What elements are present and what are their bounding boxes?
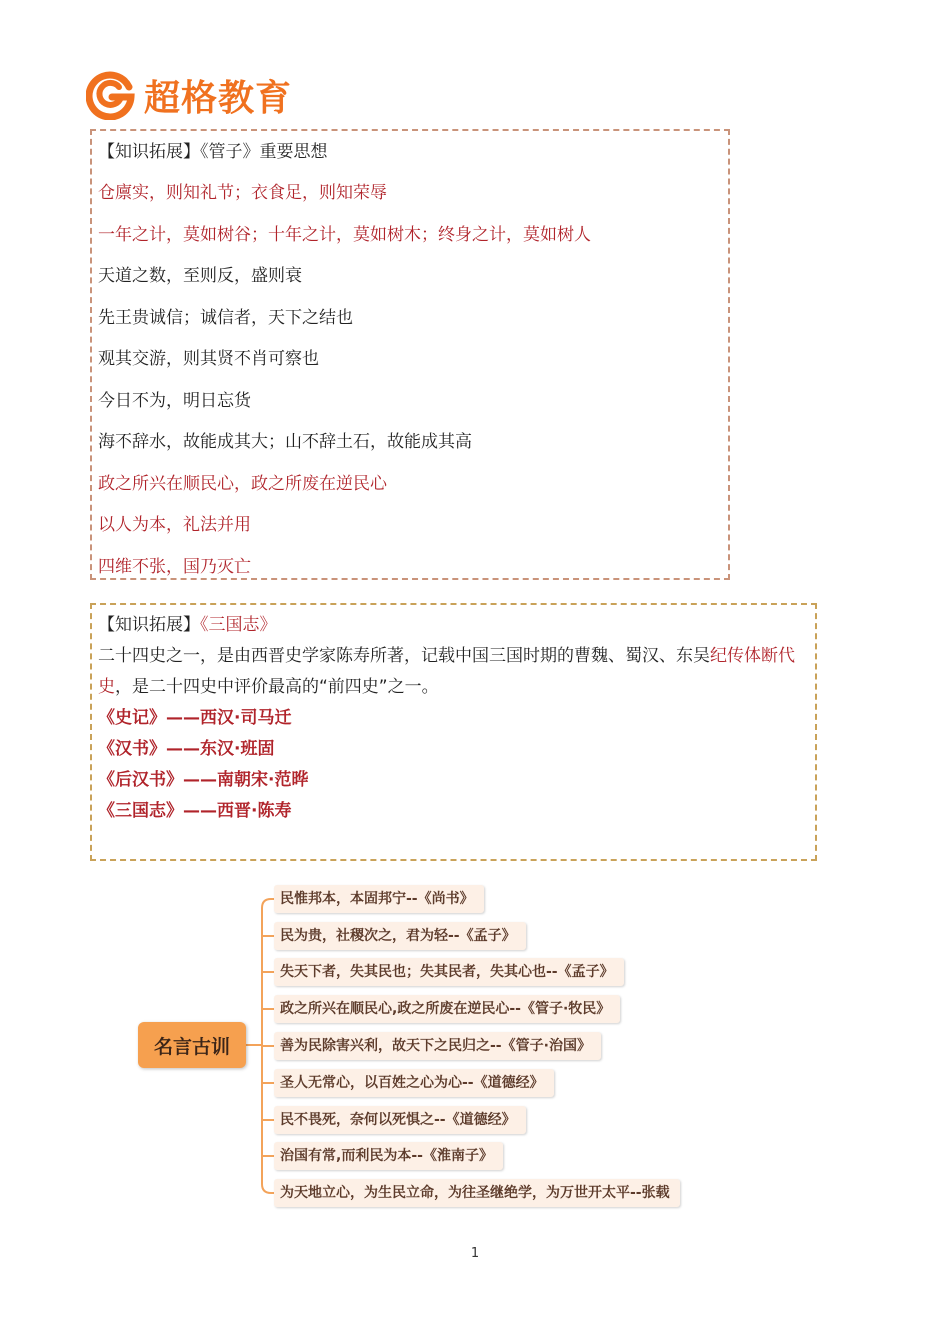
box2-text: ，是二十四史中评价最高的“前四史”之一。	[115, 677, 439, 697]
mindmap-leaf: 民不畏死，奈何以死惧之--《道德经》	[274, 1106, 526, 1134]
mindmap-leaf: 善为民除害兴利，故天下之民归之--《管子·治国》	[274, 1032, 601, 1060]
mindmap-leaf: 圣人无常心，以百姓之心为心--《道德经》	[274, 1069, 554, 1097]
box1-line: 仓廪实，则知礼节；衣食足，则知荣辱	[98, 183, 387, 203]
page-number: 1	[470, 1246, 480, 1261]
mindmap-leaf: 为天地立心，为生民立命，为往圣继绝学，为万世开太平--张载	[274, 1179, 680, 1207]
box1-line: 【知识拓展】《管子》重要思想	[98, 142, 328, 162]
box1-line: 观其交游，则其贤不肖可察也	[98, 349, 319, 369]
book-entry: 《汉书》——东汉·班固	[98, 739, 275, 759]
brand-name: 超格教育	[144, 77, 293, 119]
mindmap-leaf: 民为贵，社稷次之，君为轻--《孟子》	[274, 922, 526, 950]
box2-highlight: 纪传体断代	[710, 646, 795, 666]
mindmap-leaf: 政之所兴在顺民心,政之所废在逆民心--《管子·牧民》	[274, 995, 620, 1023]
box2-heading-title: 《三国志》	[200, 615, 277, 635]
box2-heading-prefix: 【知识拓展】	[98, 615, 200, 635]
box2-highlight: 史	[98, 677, 115, 697]
box1-line: 政之所兴在顺民心，政之所废在逆民心	[98, 474, 387, 494]
book-entry: 《后汉书》——南朝宋·范晔	[98, 770, 309, 790]
connector-line	[262, 1184, 274, 1193]
box1-line: 一年之计，莫如树谷；十年之计，莫如树木；终身之计，莫如树人	[98, 225, 591, 245]
mindmap-leaf: 失天下者，失其民也；失其民者，失其心也--《孟子》	[274, 958, 624, 986]
box1-line: 天道之数，至则反，盛则衰	[98, 266, 302, 286]
mindmap-leaf: 治国有常,而利民为本--《淮南子》	[274, 1142, 503, 1170]
connector-line	[262, 899, 274, 908]
box1-line: 海不辞水，故能成其大；山不辞土石，故能成其高	[98, 432, 472, 452]
mindmap-center-node: 名言古训	[138, 1022, 246, 1068]
box1-line: 今日不为，明日忘货	[98, 391, 251, 411]
book-entry: 《史记》——西汉·司马迁	[98, 708, 292, 728]
box1-line: 四维不张，国乃灭亡	[98, 557, 251, 577]
box1-line: 先王贵诚信；诚信者，天下之结也	[98, 308, 353, 328]
box2-text: 二十四史之一，是由西晋史学家陈寿所著，记载中国三国时期的曹魏、蜀汉、东吴	[98, 646, 710, 666]
mindmap-leaf: 民惟邦本，本固邦宁--《尚书》	[274, 885, 484, 913]
book-entry: 《三国志》——西晋·陈寿	[98, 801, 292, 821]
box1-line: 以人为本，礼法并用	[98, 515, 251, 535]
